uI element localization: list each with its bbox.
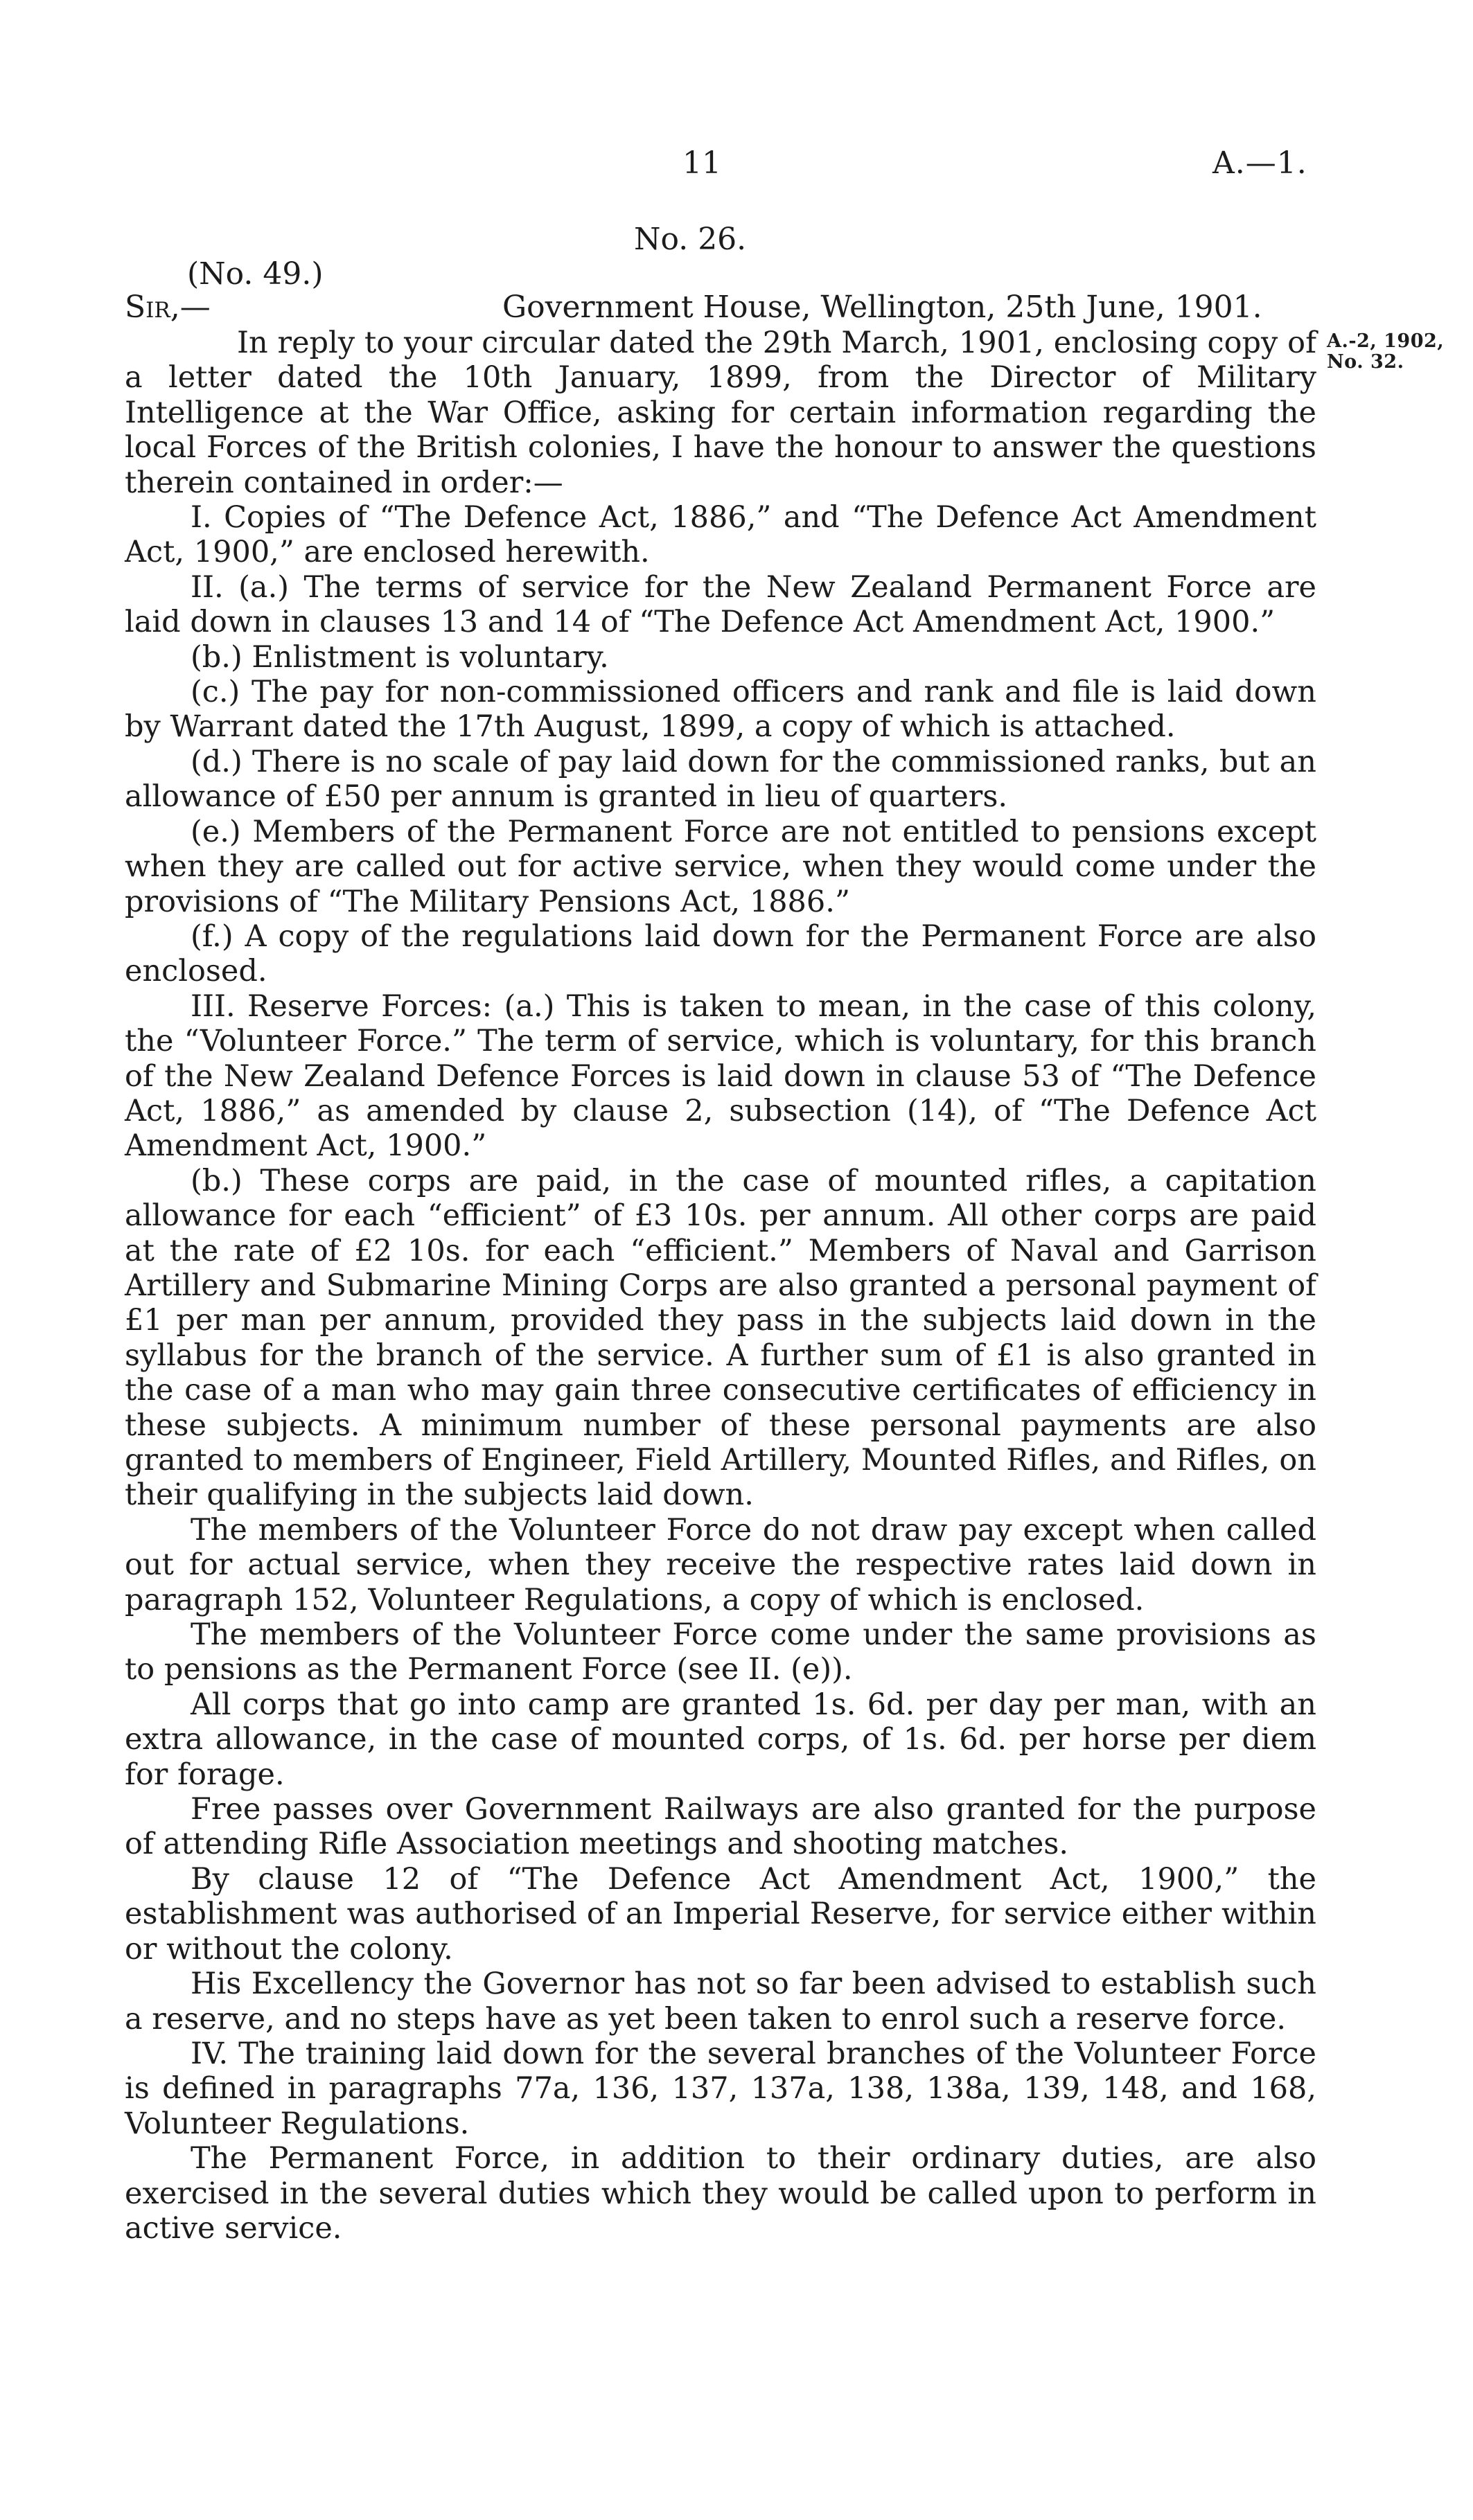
document-number: No. 26. [634, 222, 747, 257]
letter-body [125, 326, 1316, 2246]
paragraph-II-a: II. (a.) The terms of service for the New Zealand Permanent Force are laid down in clauses 13 and 14 of “The Defence Act Amendment Act, 1900.” [125, 569, 1316, 640]
paragraph-I: I. Copies of “The Defence Act, 1886,” and “The Defence Act Amendment Act, 1900,” are enclosed herewith. [125, 500, 1316, 570]
paragraph-II-c: (c.) The pay for non-commissioned officers and rank and file is laid down by Warrant dated the 17th August, 1899, a copy of which is attached. [125, 675, 1316, 745]
paragraph-II-b: (b.) Enlistment is voluntary. [191, 639, 609, 675]
paragraph-III-b: (b.) These corps are paid, in the case of mounted rifles, a capitation allowance for each “efficient” of £3 10s. per annum. All other corps are paid at the rate of £2 10s. for each “efficient.” Members of Naval and Garrison Artillery and Submarine Mining Corps are also granted a personal payment of £1 per man per annum, provided they pass in the subjects laid down in the syllabus for the branch of the service. A further sum of £1 is also granted in the case of a man who may gain three consecutive certificates of efficiency in these subjects. A minimum number of these personal payments are also granted to members of Engineer, Field Artillery, Mounted Rifles, and Rifles, on their qualifying in the subjects laid down. [125, 1163, 1316, 1513]
margin-reference-note: A.-2, 1902, No. 32. [1327, 330, 1445, 373]
dateline: Government House, Wellington, 25th June, 1901. [502, 290, 1262, 325]
paragraph-IV: IV. The training laid down for the several branches of the Volunteer Force is defined in paragraphs 77a, 136, 137, 137a, 138, 138a, 139, 148, and 168, Volunteer Regulations. [125, 2036, 1316, 2141]
paragraph-II-f: (f.) A copy of the regulations laid down for the Permanent Force are also enclosed. [125, 919, 1316, 989]
paragraph-II-d: (d.) There is no scale of pay laid down for the commissioned ranks, but an allowance of £50 per annum is granted in lieu of quarters. [125, 744, 1316, 815]
series-code: A.—1. [1212, 145, 1307, 181]
paragraph-free-passes: Free passes over Government Railways are also granted for the purpose of attending Rifle Association meetings and shooting matches. [125, 1792, 1316, 1862]
paragraph-camp-allowance: All corps that go into camp are granted 1s. 6d. per day per man, with an extra allowance, in the case of mounted corps, of 1s. 6d. per horse per diem for forage. [125, 1687, 1316, 1792]
letter-reference: (No. 49.) [187, 256, 324, 292]
page-number: 11 [682, 145, 721, 181]
paragraph-imperial-reserve: By clause 12 of “The Defence Act Amendment Act, 1900,” the establishment was authorised of an Imperial Reserve, for service either within or without the colony. [125, 1861, 1316, 1967]
paragraph-volunteer-pensions: The members of the Volunteer Force come under the same provisions as to pensions as the Permanent Force (see II. (e)). [125, 1617, 1316, 1687]
salutation: Sir,— [125, 290, 211, 325]
paragraph-intro: In reply to your circular dated the 29th March, 1901, enclosing copy of a letter dated the 10th January, 1899, from the Director of Military Intelligence at the War Office, asking for certain information regarding the local Forces of the British colonies, I have the honour to answer the questions therein contained in order:— [125, 326, 1316, 500]
paragraph-III-a: III. Reserve Forces: (a.) This is taken to mean, in the case of this colony, the “Volunteer Force.” The term of service, which is voluntary, for this branch of the New Zealand Defence Forces is laid down in clause 53 of “The Defence Act, 1886,” as amended by clause 2, subsection (14), of “The Defence Act Amendment Act, 1900.” [125, 988, 1316, 1164]
paragraph-II-e: (e.) Members of the Permanent Force are not entitled to pensions except when they are called out for active service, when they would come under the provisions of “The Military Pensions Act, 1886.” [125, 814, 1316, 919]
paragraph-permanent-force-duties: The Permanent Force, in addition to their ordinary duties, are also exercised in the several duties which they would be called upon to perform in active service. [125, 2141, 1316, 2246]
paragraph-volunteer-pay: The members of the Volunteer Force do not draw pay except when called out for actual service, when they receive the respective rates laid down in paragraph 152, Volunteer Regulations, a copy of which is enclosed. [125, 1512, 1316, 1617]
paragraph-governor-reserve: His Excellency the Governor has not so far been advised to establish such a reserve, and no steps have as yet been taken to enrol such a reserve force. [125, 1967, 1316, 2037]
